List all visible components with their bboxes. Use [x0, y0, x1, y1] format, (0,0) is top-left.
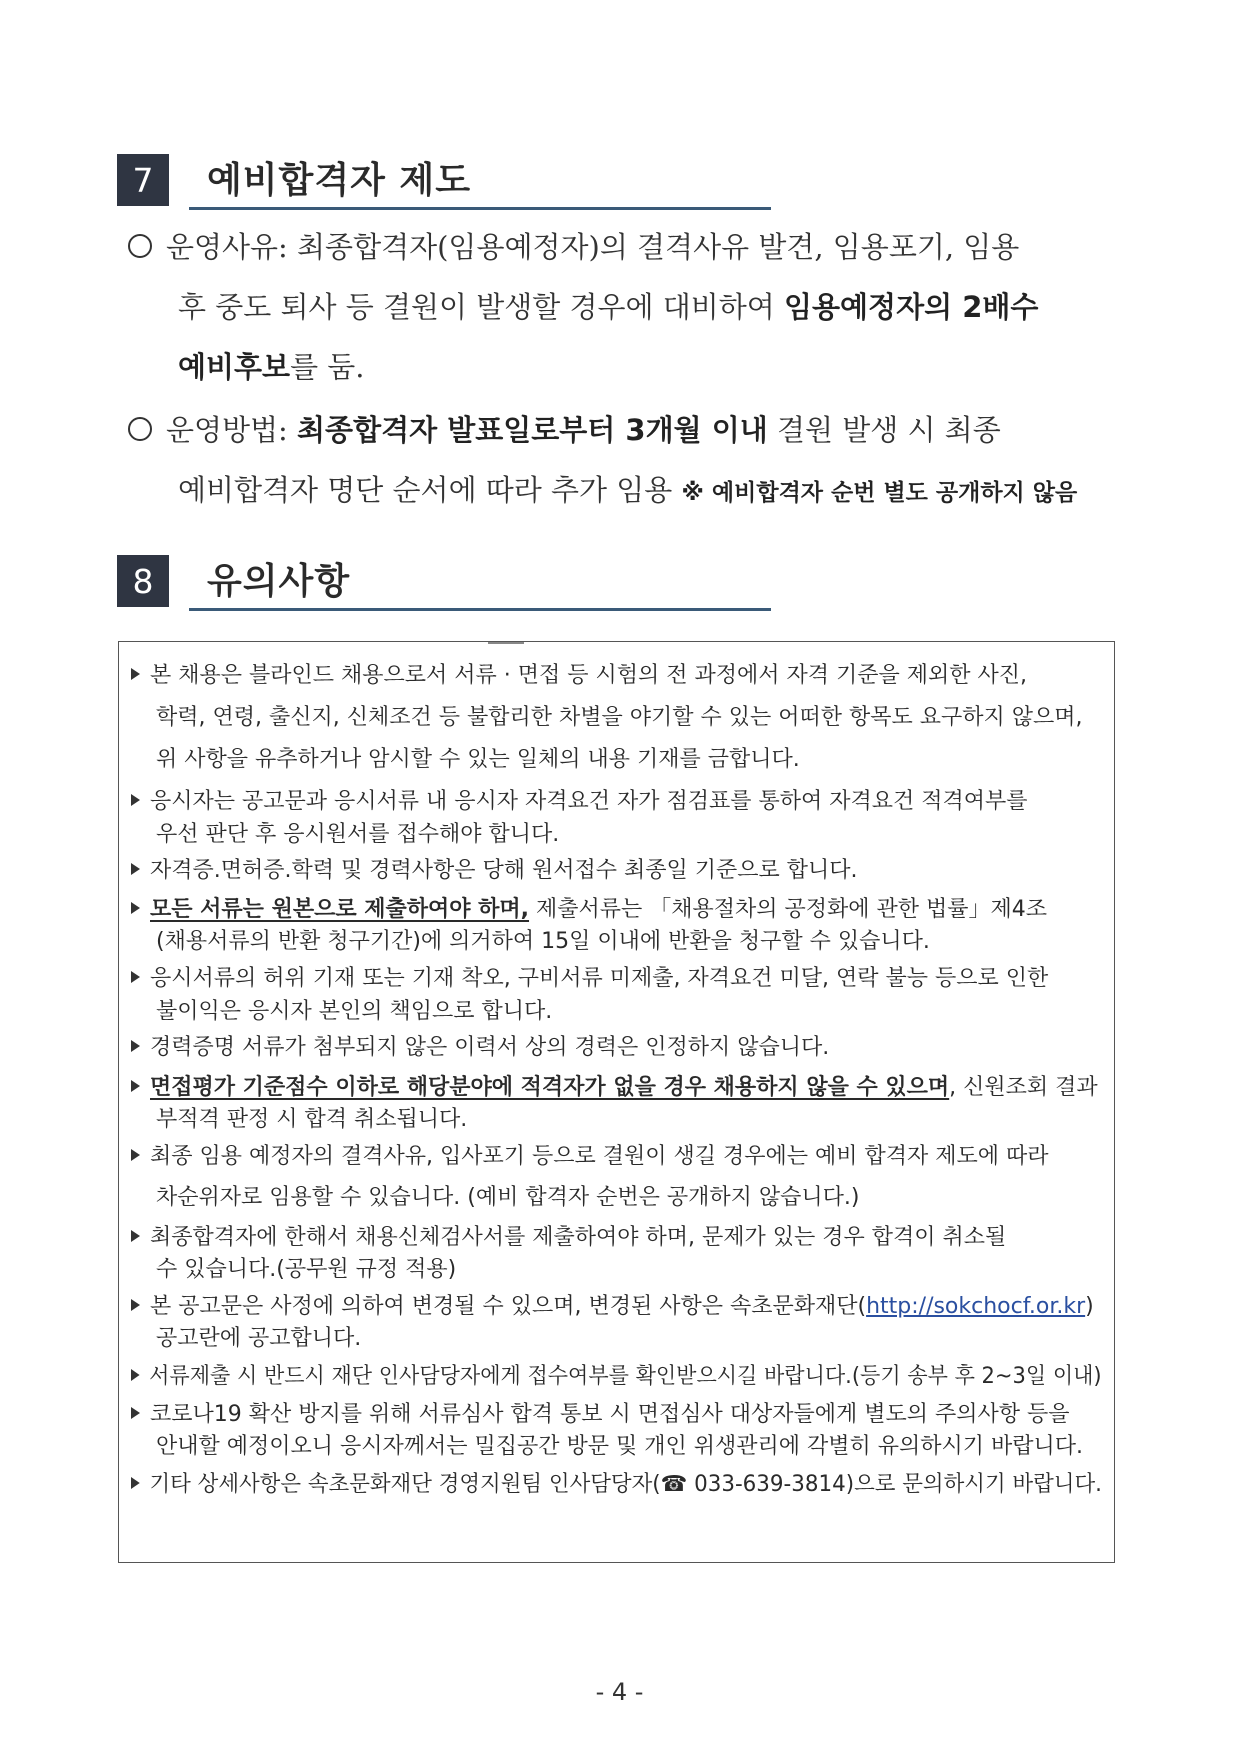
text: 제출서류는 「채용절차의 공정화에 관한 법률」제4조: [529, 897, 1048, 922]
notice-line: [131, 1359, 1102, 1390]
notice-line: [156, 700, 1082, 731]
bold-text: 예비후보: [178, 350, 291, 384]
notice-line: [156, 742, 800, 773]
notice-line: [131, 1289, 1094, 1320]
bold-text: 최종합격자 발표일로부터 3개월 이내: [297, 413, 768, 447]
notice-line: [156, 1429, 1083, 1460]
notice-line: [131, 1139, 1049, 1170]
triangle-bullet-icon: [131, 1230, 140, 1242]
triangle-bullet-icon: [131, 902, 140, 914]
text: 본 채용은 블라인드 채용으로서 서류 · 면접 등 시험의 전 과정에서 자격 기준을 제외한 사진,: [150, 663, 1027, 688]
website-link[interactable]: http://sokchocf.or.kr: [866, 1294, 1086, 1319]
text: 경력증명 서류가 첨부되지 않은 이력서 상의 경력은 인정하지 않습니다.: [150, 1035, 830, 1060]
section-7-rule: [189, 207, 771, 210]
para-line: [178, 285, 1038, 326]
section-8-header: [117, 551, 351, 611]
text: 예비합격자 명단 순서에 따라 추가 임용: [178, 473, 682, 507]
text: 수 있습니다.(공무원 규정 적용): [156, 1257, 457, 1282]
para-line: [178, 468, 1077, 509]
section-7-number: 7: [117, 154, 169, 206]
triangle-bullet-icon: [131, 863, 140, 875]
circle-bullet-icon: [128, 234, 152, 258]
text: 서류제출 시 반드시 재단 인사담당자에게 접수여부를 확인받으시길 바랍니다.(등기 송부 후 2~3일 이내): [149, 1364, 1102, 1389]
note-text: ※ 예비합격자 순번 별도 공개하지 않음: [681, 480, 1078, 506]
text: 응시자는 공고문과 응시서류 내 응시자 자격요건 자가 점검표를 통하여 자격요건 적격여부를: [150, 789, 1028, 814]
triangle-bullet-icon: [131, 1477, 140, 1489]
triangle-bullet-icon: [131, 668, 140, 680]
triangle-bullet-icon: [131, 1407, 140, 1419]
text: 최종합격자에 한해서 채용신체검사서를 제출하여야 하며, 문제가 있는 경우 합격이 취소될: [150, 1225, 1007, 1250]
bold-text: 임용예정자의 2배수: [784, 290, 1039, 324]
text: 위 사항을 유추하거나 암시할 수 있는 일체의 내용 기재를 금합니다.: [156, 747, 800, 772]
section-7-title: 예비합격자 제도: [207, 160, 471, 201]
notice-line: [156, 994, 552, 1025]
notice-line: [131, 1030, 829, 1061]
section-8-title: 유의사항: [207, 561, 351, 602]
text: 차순위자로 임용할 수 있습니다. (예비 합격자 순번은 공개하지 않습니다.): [156, 1185, 860, 1210]
triangle-bullet-icon: [131, 1299, 140, 1311]
text: 최종 임용 예정자의 결격사유, 입사포기 등으로 결원이 생길 경우에는 예비 합격자 제도에 따라: [150, 1144, 1049, 1169]
section-8-number: 8: [117, 555, 169, 607]
para-line: [178, 345, 365, 386]
notice-line: [156, 1321, 361, 1352]
notice-line: [131, 784, 1028, 815]
para-line: [128, 408, 1001, 449]
bold-text: 면접평가 기준점수 이하로 해당분야에 적격자가 없을 경우 채용하지 않을 수 있으며: [150, 1075, 950, 1100]
text: 코로나19 확산 방지를 위해 서류심사 합격 통보 시 면접심사 대상자들에게 별도의 주의사항 등을: [150, 1402, 1070, 1427]
notice-line: [131, 1397, 1070, 1428]
notice-box: [118, 641, 1115, 1563]
triangle-bullet-icon: [131, 1040, 140, 1052]
notice-line: [131, 1220, 1006, 1251]
triangle-bullet-icon: [131, 971, 140, 983]
notice-line: [131, 1070, 1098, 1101]
notice-line: [131, 658, 1027, 689]
page-number: - 4 -: [595, 1678, 644, 1706]
text: 자격증.면허증.학력 및 경력사항은 당해 원서접수 최종일 기준으로 합니다.: [150, 858, 858, 883]
section-7-header: [117, 150, 471, 210]
notice-line: [156, 924, 930, 955]
text: 안내할 예정이오니 응시자께서는 밀집공간 방문 및 개인 위생관리에 각별히 유의하시기 바랍니다.: [156, 1434, 1084, 1459]
triangle-bullet-icon: [131, 1149, 140, 1161]
triangle-bullet-icon: [131, 794, 140, 806]
text: 공고란에 공고합니다.: [156, 1326, 362, 1351]
para-line: [128, 225, 1019, 266]
notice-line: [131, 892, 1047, 923]
notice-line: [156, 1102, 467, 1133]
notice-line: [131, 853, 858, 884]
notice-line: [131, 961, 1048, 992]
text: 학력, 연령, 출신지, 신체조건 등 불합리한 차별을 야기할 수 있는 어떠한 항목도 요구하지 않으며,: [156, 705, 1083, 730]
text: 운영방법:: [166, 413, 298, 447]
text: 우선 판단 후 응시원서를 접수해야 합니다.: [156, 822, 560, 847]
text: 를 둠.: [290, 350, 365, 384]
text: (채용서류의 반환 청구기간)에 의거하여 15일 이내에 반환을 청구할 수 있습니다.: [156, 929, 930, 954]
notice-line: [156, 1180, 859, 1211]
section-8-rule: [189, 608, 771, 611]
triangle-bullet-icon: [131, 1369, 140, 1381]
text: 결원 발생 시 최종: [767, 413, 1001, 447]
bold-text: 모든 서류는 원본으로 제출하여야 하며,: [150, 897, 530, 922]
triangle-bullet-icon: [131, 1080, 140, 1092]
notice-line: [156, 817, 559, 848]
notice-line: [131, 1467, 1102, 1498]
text: ): [1085, 1294, 1094, 1319]
text: 기타 상세사항은 속초문화재단 경영지원팀 인사담당자(☎ 033-639-3814)으로 문의하시기 바랍니다.: [149, 1472, 1102, 1497]
circle-bullet-icon: [128, 417, 152, 441]
text: 후 중도 퇴사 등 결원이 발생할 경우에 대비하여: [178, 290, 785, 324]
text: 운영사유: 최종합격자(임용예정자)의 결격사유 발견, 임용포기, 임용: [166, 230, 1020, 264]
text: 본 공고문은 사정에 의하여 변경될 수 있으며, 변경된 사항은 속초문화재단(: [150, 1294, 867, 1319]
text: 부적격 판정 시 합격 취소됩니다.: [156, 1107, 468, 1132]
text: , 신원조회 결과: [949, 1075, 1098, 1100]
text: 불이익은 응시자 본인의 책임으로 합니다.: [156, 999, 553, 1024]
text: 응시서류의 허위 기재 또는 기재 착오, 구비서류 미제출, 자격요건 미달, 연락 불능 등으로 인한: [150, 966, 1049, 991]
notice-line: [156, 1252, 456, 1283]
